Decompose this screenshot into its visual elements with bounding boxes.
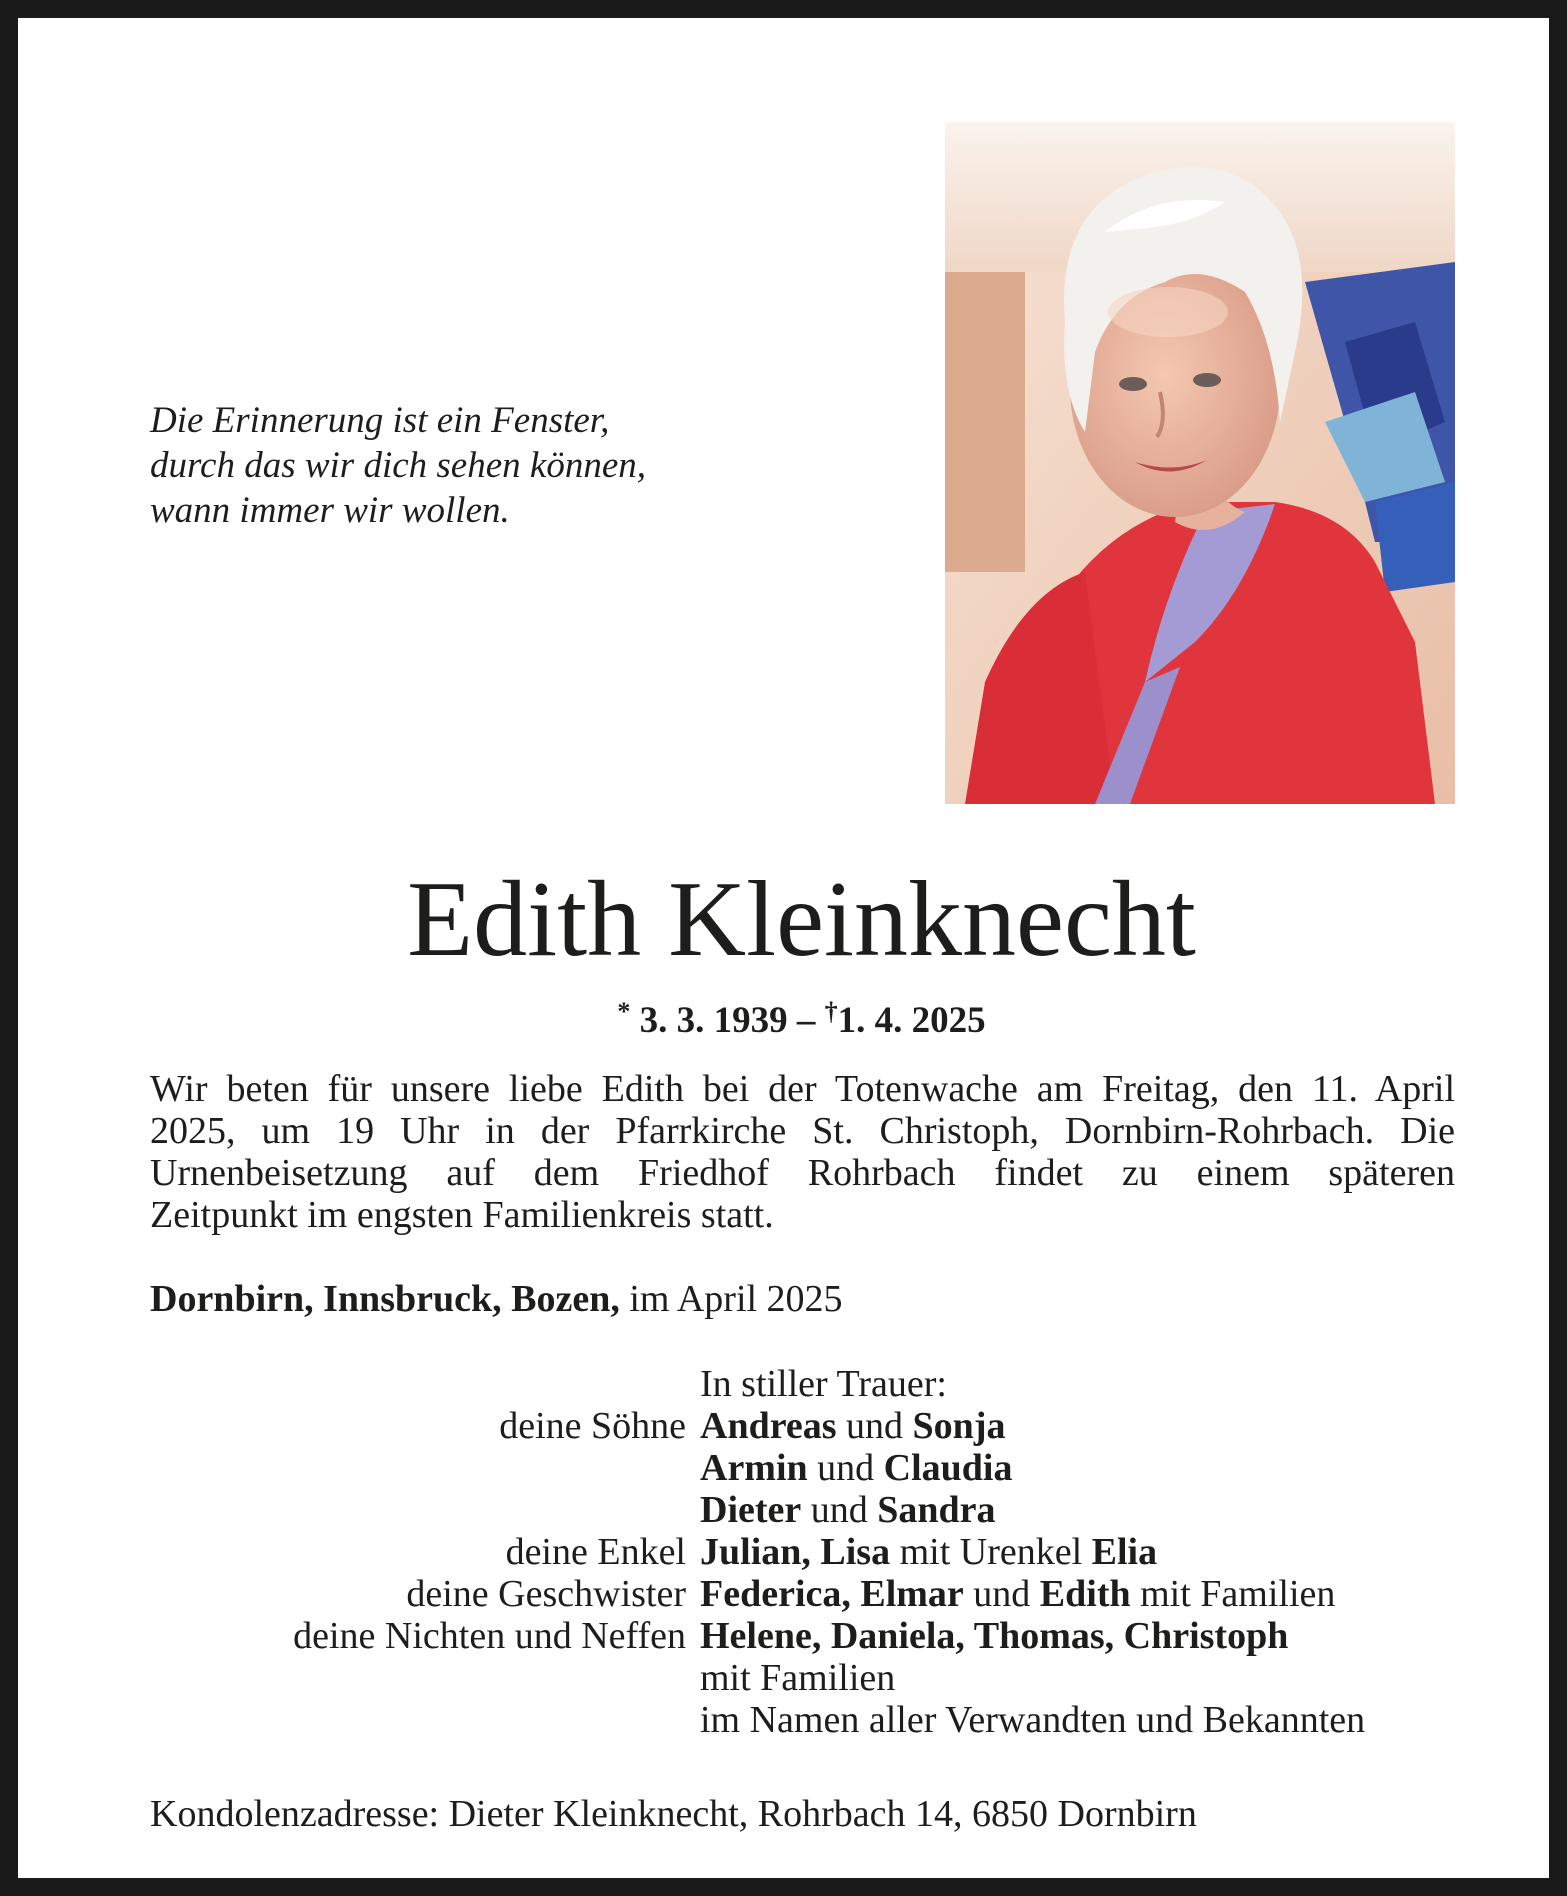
mourners-heading: In stiller Trauer: <box>700 1363 947 1405</box>
mourner-names <box>700 1573 1455 1615</box>
mourner-connector: mit Familien <box>1130 1573 1336 1615</box>
mourner-names <box>700 1405 1455 1447</box>
announcement-paragraph <box>150 1068 1455 1236</box>
quote-line: durch das wir dich sehen können, <box>150 445 646 486</box>
mourner-connector: im Namen aller Verwandten und Bekannten <box>700 1699 1366 1741</box>
mourner-connector: mit Familien <box>700 1657 896 1699</box>
mourner-names <box>700 1615 1455 1657</box>
memorial-quote <box>150 398 770 533</box>
deceased-name: Edith Kleinknecht <box>407 860 1196 979</box>
quote-line: wann immer wir wollen. <box>150 490 510 531</box>
mourner-row <box>150 1531 1455 1573</box>
mourner-row <box>150 1699 1455 1741</box>
mourner-relation <box>150 1447 700 1489</box>
portrait-photo <box>945 122 1455 804</box>
mourner-names <box>700 1657 1455 1699</box>
birth-symbol: * <box>617 997 631 1026</box>
place-date-line <box>150 1277 1455 1321</box>
birth-date: 3. 3. 1939 <box>639 1000 788 1041</box>
mourner-name: Armin <box>700 1447 808 1489</box>
mourner-connector: mit Urenkel <box>890 1531 1092 1573</box>
mourner-name: Dieter <box>700 1489 802 1531</box>
mourner-connector: und <box>807 1447 884 1489</box>
date-line: im April 2025 <box>629 1278 843 1320</box>
life-dates <box>18 989 1567 1044</box>
mourner-name: Andreas <box>700 1405 837 1447</box>
quote-line: Die Erinnerung ist ein Fenster, <box>150 400 610 441</box>
mourner-row <box>150 1615 1455 1657</box>
mourner-relation: deine Söhne <box>499 1405 686 1447</box>
mourner-relation <box>150 1489 700 1531</box>
mourner-row <box>150 1573 1455 1615</box>
mourner-rows <box>150 1405 1455 1741</box>
mourner-name: Sonja <box>912 1405 1006 1447</box>
mourners-list <box>150 1363 1455 1741</box>
death-date: 1. 4. 2025 <box>837 1000 986 1041</box>
death-symbol: † <box>824 997 838 1026</box>
mourner-connector: und <box>963 1573 1040 1615</box>
mourner-name: Edith <box>1039 1573 1131 1615</box>
mourner-names <box>700 1699 1455 1741</box>
mourners-heading-row <box>150 1363 1455 1405</box>
mourner-name: Claudia <box>883 1447 1013 1489</box>
mourner-row <box>150 1657 1455 1699</box>
mourner-relation: deine Nichten und Neffen <box>293 1615 686 1657</box>
paragraph-line: Zeitpunkt im engsten Familienkreis statt. <box>150 1194 774 1236</box>
paragraph-line: Wir beten für unsere liebe Edith bei der Totenwache am Freitag, den 11. April <box>150 1068 1455 1110</box>
mourner-row <box>150 1405 1455 1447</box>
paragraph-line: 2025, um 19 Uhr in der Pfarrkirche St. Christoph, Dornbirn-Rohrbach. Die <box>150 1110 1455 1152</box>
mourner-relation: deine Geschwister <box>406 1573 686 1615</box>
portrait-illustration <box>945 122 1455 804</box>
mourner-name: Federica, Elmar <box>700 1573 964 1615</box>
mourner-name: Julian, Lisa <box>700 1531 891 1573</box>
mourner-names <box>700 1531 1455 1573</box>
mourner-connector: und <box>801 1489 878 1531</box>
mourner-name: Sandra <box>877 1489 996 1531</box>
mourner-relation <box>150 1657 700 1699</box>
paragraph-line: Urnenbeisetzung auf dem Friedhof Rohrbach findet zu einem späteren <box>150 1152 1455 1194</box>
mourner-row <box>150 1447 1455 1489</box>
condolence-address: Kondolenzadresse: Dieter Kleinknecht, Rohrbach 14, 6850 Dornbirn <box>150 1793 1197 1835</box>
mourner-relation <box>150 1699 700 1741</box>
mourner-names <box>700 1489 1455 1531</box>
mourner-relation: deine Enkel <box>505 1531 686 1573</box>
places: Dornbirn, Innsbruck, Bozen, <box>150 1278 620 1320</box>
mourner-connector: und <box>836 1405 913 1447</box>
date-separator: – <box>796 1000 816 1041</box>
mourner-row <box>150 1489 1455 1531</box>
mourner-name: Helene, Daniela, Thomas, Christoph <box>700 1615 1289 1657</box>
mourner-name: Elia <box>1091 1531 1158 1573</box>
mourner-names <box>700 1447 1455 1489</box>
